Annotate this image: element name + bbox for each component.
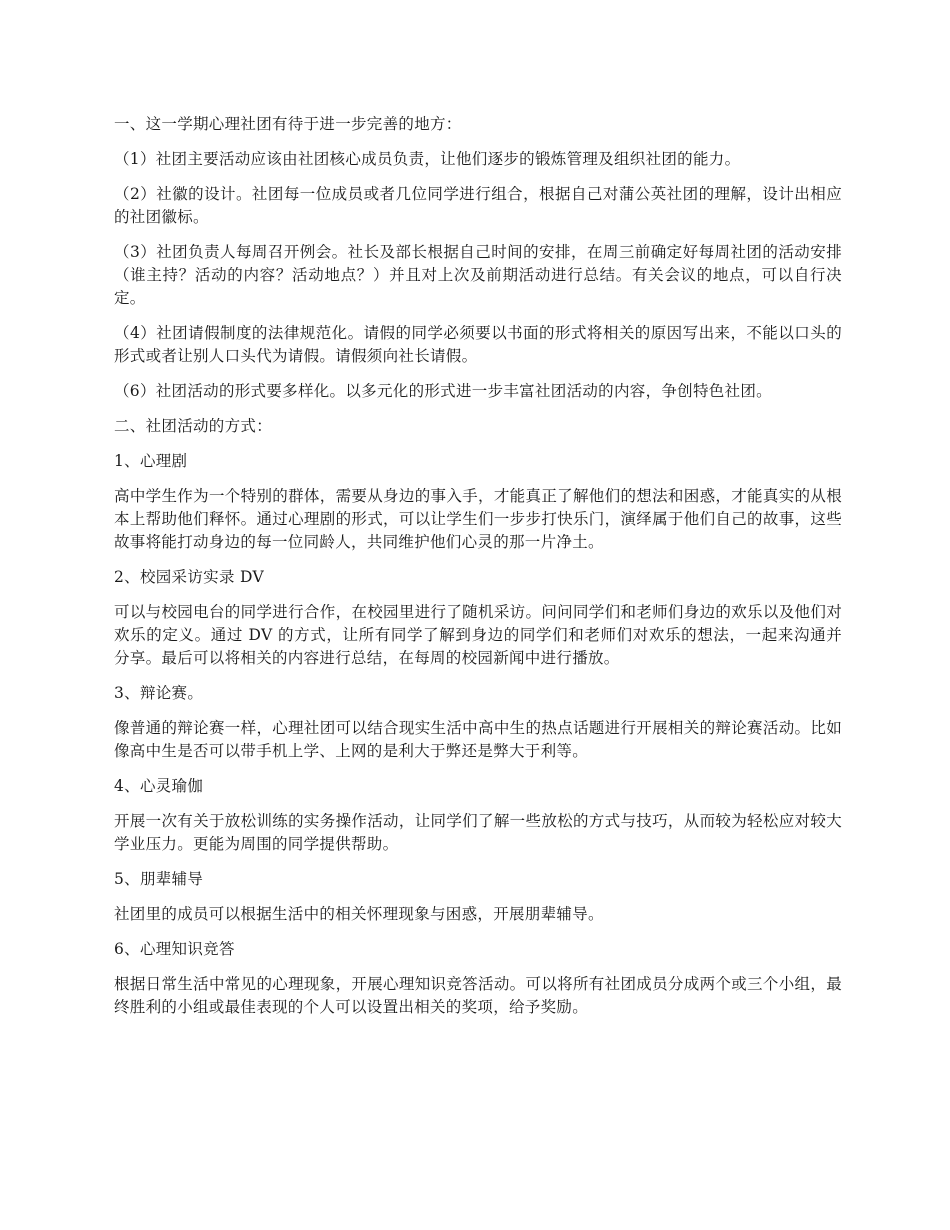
document-body bbox=[114, 113, 842, 1031]
improvement-item-1: （1）社团主要活动应该由社团核心成员负责，让他们逐步的锻炼管理及组织社团的能力。 bbox=[114, 150, 741, 168]
activity-text-yoga: 开展一次有关于放松训练的实务操作活动，让同学们了解一些放松的方式与技巧，从而较为轻松应对较大学业压力。更能为周围的同学提供帮助。 bbox=[114, 812, 842, 853]
activity-heading-dv-interview: 2、校园采访实录 DV bbox=[114, 568, 264, 586]
improvement-item-3: （3）社团负责人每周召开例会。社长及部长根据自己时间的安排，在周三前确定好每周社团的活动安排（谁主持？活动的内容？活动地点？）并且对上次及前期活动进行总结。有关会议的地点，可以自行决定。 bbox=[114, 243, 842, 307]
activity-text-quiz: 根据日常生活中常见的心理现象，开展心理知识竞答活动。可以将所有社团成员分成两个或三个小组，最终胜利的小组或最佳表现的个人可以设置出相关的奖项，给予奖励。 bbox=[114, 975, 842, 1016]
improvement-item-4: （4）社团请假制度的法律规范化。请假的同学必须要以书面的形式将相关的原因写出来，不能以口头的形式或者让别人口头代为请假。请假须向社长请假。 bbox=[114, 324, 842, 365]
activity-text-debate: 像普通的辩论赛一样，心理社团可以结合现实生活中高中生的热点话题进行开展相关的辩论赛活动。比如像高中生是否可以带手机上学、上网的是利大于弊还是弊大于利等。 bbox=[114, 719, 842, 760]
activity-text-peer-counseling: 社团里的成员可以根据生活中的相关怀理现象与困惑，开展朋辈辅导。 bbox=[114, 905, 604, 923]
activity-heading-debate: 3、辩论赛。 bbox=[114, 684, 204, 702]
activity-text-psychodrama: 高中学生作为一个特别的群体，需要从身边的事入手，才能真正了解他们的想法和困惑，才能真实的从根本上帮助他们释怀。通过心理剧的形式，可以让学生们一步步打快乐门，演绎属于他们自己的故事，这些故事将能打动身边的每一位同龄人，共同维护他们心灵的那一片净土。 bbox=[114, 487, 842, 551]
section-heading-improvements: 一、这一学期心理社团有待于进一步完善的地方： bbox=[114, 115, 462, 133]
activity-heading-psychodrama: 1、心理剧 bbox=[114, 452, 188, 470]
section-heading-activities: 二、社团活动的方式： bbox=[114, 417, 273, 435]
activity-heading-quiz: 6、心理知识竞答 bbox=[114, 940, 235, 958]
improvement-item-2: （2）社徽的设计。社团每一位成员或者几位同学进行组合，根据自己对蒲公英社团的理解，设计出相应的社团徽标。 bbox=[114, 185, 842, 226]
activity-heading-yoga: 4、心灵瑜伽 bbox=[114, 777, 204, 795]
activity-text-dv-interview: 可以与校园电台的同学进行合作，在校园里进行了随机采访。问问同学们和老师们身边的欢乐以及他们对欢乐的定义。通过 DV 的方式，让所有同学了解到身边的同学们和老师们对欢乐的想法，一起来沟通并分享。最后可以将相关的内容进行总结，在每周的校园新闻中进行播放。 bbox=[114, 603, 842, 667]
activity-heading-peer-counseling: 5、朋辈辅导 bbox=[114, 870, 204, 888]
improvement-item-6: （6）社团活动的形式要多样化。以多元化的形式进一步丰富社团活动的内容，争创特色社团。 bbox=[114, 382, 772, 400]
